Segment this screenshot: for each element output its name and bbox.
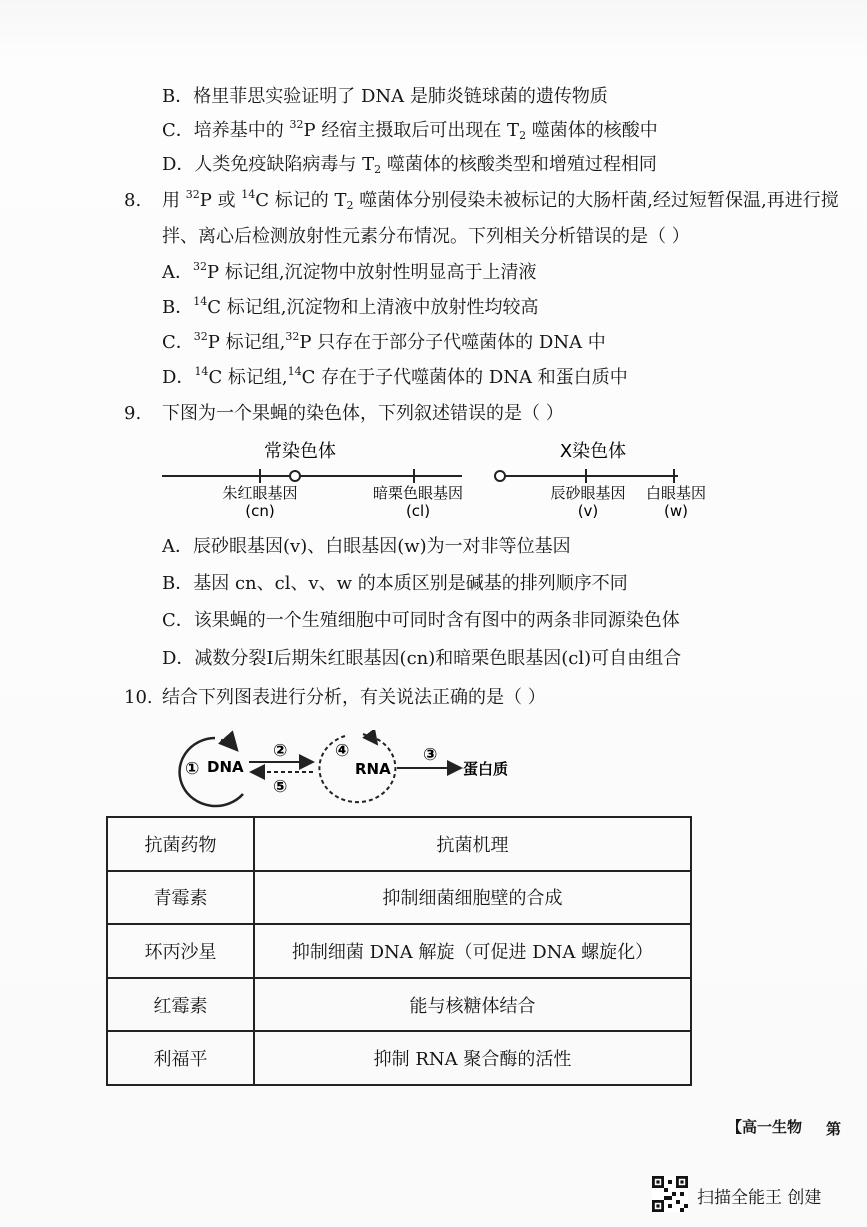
table-cell-drug: 红霉素 — [107, 978, 254, 1032]
gene-cn-name: 朱红眼基因 — [222, 484, 298, 502]
q9-option-c: C．该果蝇的一个生殖细胞中可同时含有图中的两条非同源染色体 — [162, 610, 680, 631]
replication-arrow-icon — [221, 740, 237, 750]
q10-stem: 结合下列图表进行分析，有关说法正确的是（ ） — [162, 687, 546, 708]
table-cell-drug: 青霉素 — [107, 871, 254, 925]
process-4-label: ④ — [335, 741, 350, 761]
q8-stem-line1: 用 $^{32}$P 或 $^{14}$C 标记的 $T_2$ 噬菌体分别侵染未被标记的大肠杆菌,经过短暂保温,再进行搅 — [162, 188, 839, 212]
autosome-title: 常染色体 — [264, 441, 336, 462]
table-header-cell: 抗菌药物 — [107, 817, 254, 871]
q9-option-a: A．辰砂眼基因(v)、白眼基因(w)为一对非等位基因 — [162, 536, 571, 557]
table-row — [107, 978, 691, 1032]
qr-code-icon — [652, 1176, 688, 1212]
process-2-label: ② — [273, 741, 288, 761]
gene-v-name: 辰砂眼基因 — [550, 484, 626, 502]
q8-option-b: B．$^{14}$C 标记组,沉淀物和上清液中放射性均较高 — [162, 295, 539, 318]
q8-option-a: A．$^{32}$P 标记组,沉淀物中放射性明显高于上清液 — [162, 260, 537, 283]
chromosome-diagram — [150, 432, 730, 522]
q9-option-b: B．基因 cn、cl、v、w 的本质区别是碱基的排列顺序不同 — [162, 573, 628, 594]
q7-option-c: C．培养基中的 $^{32}$P 经宿主摄取后可出现在 $T_2$ 噬菌体的核酸中 — [162, 118, 658, 142]
scanner-watermark-text: 扫描全能王 创建 — [697, 1188, 822, 1208]
q7-option-b: B．格里菲思实验证明了 DNA 是肺炎链球菌的遗传物质 — [162, 86, 608, 107]
table-row — [107, 924, 691, 978]
gene-w-name: 白眼基因 — [645, 484, 707, 502]
table-cell-drug: 利福平 — [107, 1031, 254, 1085]
table-row — [107, 1031, 691, 1085]
q9-stem: 下图为一个果蝇的染色体，下列叙述错误的是（ ） — [162, 403, 564, 424]
dna-label: DNA — [207, 758, 244, 776]
gene-w-symbol: (w) — [664, 502, 688, 520]
x-centromere — [495, 471, 505, 481]
rna-label: RNA — [355, 760, 391, 778]
process-1-label: ① — [185, 759, 200, 779]
q8-option-c: C．$^{32}$P 标记组,$^{32}$P 只存在于部分子代噬菌体的 DNA 中 — [162, 330, 606, 353]
gene-cn-symbol: (cn) — [245, 502, 275, 520]
central-dogma-diagram — [165, 730, 525, 810]
gene-cl-name: 暗栗色眼基因 — [372, 484, 464, 502]
table-row — [107, 871, 691, 925]
process-5-label: ⑤ — [273, 777, 288, 797]
table-cell-mechanism: 能与核糖体结合 — [254, 978, 691, 1032]
protein-label: 蛋白质 — [463, 760, 509, 778]
process-3-label: ③ — [423, 745, 438, 765]
antibiotic-table — [106, 816, 692, 1086]
table-header-row — [107, 817, 691, 871]
q8-option-d: D．$^{14}$C 标记组,$^{14}$C 存在于子代噬菌体的 DNA 和蛋白质中 — [162, 365, 628, 388]
table-header-cell: 抗菌机理 — [254, 817, 691, 871]
gene-v-symbol: (v) — [577, 502, 599, 520]
footer-page-label: 第 — [826, 1120, 842, 1138]
q8-number: 8. — [124, 190, 142, 211]
table-cell-mechanism: 抑制 RNA 聚合酶的活性 — [254, 1031, 691, 1085]
q9-option-d: D．减数分裂Ⅰ后期朱红眼基因(cn)和暗栗色眼基因(cl)可自由组合 — [162, 648, 682, 669]
q9-number: 9. — [124, 403, 142, 424]
q8-stem-line2: 拌、离心后检测放射性元素分布情况。下列相关分析错误的是（ ） — [162, 226, 690, 247]
table-cell-mechanism: 抑制细菌细胞壁的合成 — [254, 871, 691, 925]
autosome-centromere — [290, 471, 300, 481]
rna-replication-arrow-icon — [363, 734, 377, 744]
footer-subject-label: 【高一生物 — [727, 1118, 803, 1136]
table-cell-drug: 环丙沙星 — [107, 924, 254, 978]
gene-cl-symbol: (cl) — [405, 502, 431, 520]
table-cell-mechanism: 抑制细菌 DNA 解旋（可促进 DNA 螺旋化） — [254, 924, 691, 978]
q7-option-d: D．人类免疫缺陷病毒与 $T_2$ 噬菌体的核酸类型和增殖过程相同 — [162, 154, 657, 176]
x-chromosome-title: X染色体 — [559, 441, 627, 462]
q10-number: 10. — [124, 687, 153, 708]
